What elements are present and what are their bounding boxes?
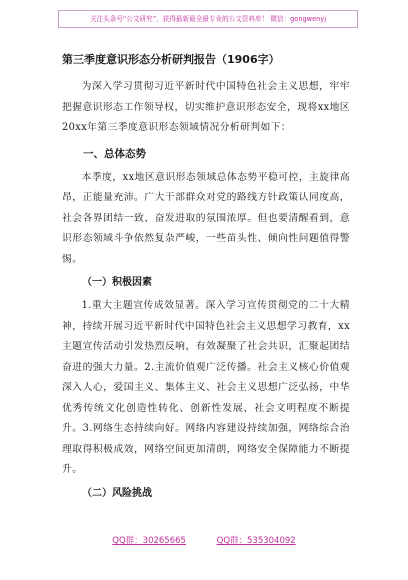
positive-paragraph: 1.重大主题宣传成效显著。深入学习宣传贯彻党的二十大精神，持续开展习近平新时代中国特色社会主义思想学习教育，xx主题宣传活动引发热烈反响，有效凝聚了社会共识，汇聚起团结奋进的强大力量。2.主流价值观广泛传播。社会主义核心价值观深入人心，爱国主义、集体主义、社会主义思想广泛弘扬，中华优秀传统文化创造性转化、创新性发展，社会文明程度不断提升。3.网络生态持续向好。网络内容建设持续加强，网络综合治理取得积极成效，网络空间更加清朗，网络安全保障能力不断提升。 (62, 300, 350, 475)
subsection-heading-positive: （一）积极因素 (82, 277, 152, 288)
qq-group-1[interactable]: QQ群：30265665 (112, 536, 186, 546)
section-heading-overall: 一、总体态势 (83, 147, 146, 160)
contact-footer (0, 534, 408, 548)
intro-paragraph: 为深入学习贯彻习近平新时代中国特色社会主义思想，牢牢把握意识形态工作领导权，切实维护意识形态安全，现将xx地区20xx年第三季度意识形态领域情况分析研判如下： (62, 81, 350, 133)
qq-group-2[interactable]: QQ群：535304092 (216, 536, 296, 546)
subsection-heading-risk: （二）风险挑战 (82, 487, 152, 499)
overall-paragraph: 本季度，xx地区意识形态领域总体态势平稳可控，主旋律高昂，正能量充沛。广大干部群众对党的路线方针政策认同度高，社会各界团结一致、奋发进取的氛围浓厚。但也要清醒看到，意识形态领域斗争依然复杂严峻，一些苗头性、倾向性问题值得警惕。 (62, 171, 350, 265)
document-body (62, 52, 350, 507)
document-title: 第三季度意识形态分析研判报告（1906字） (62, 53, 280, 66)
promo-banner: 关注头条号“公文研究”，获得最新最全最专业的公文资料库！ 微信：gongwenyj (58, 10, 358, 28)
